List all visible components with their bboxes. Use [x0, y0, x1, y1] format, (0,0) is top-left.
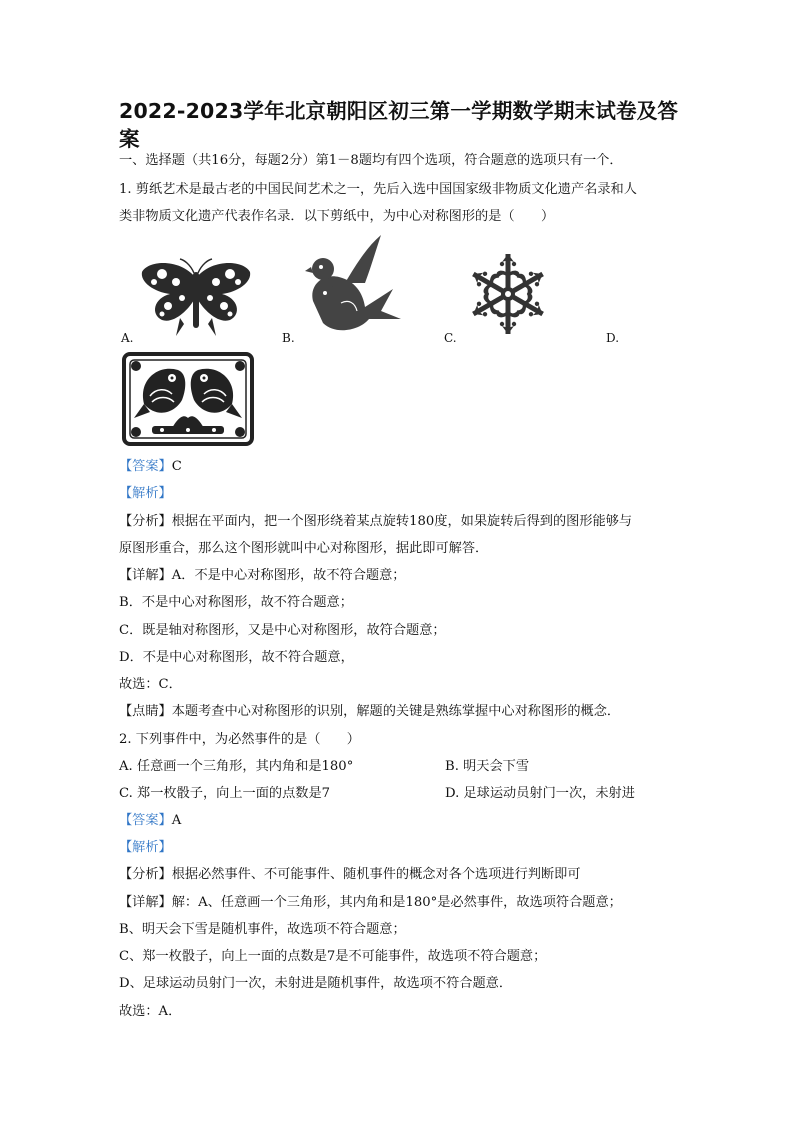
- q1-fenxi: [119, 513, 632, 531]
- q2-fenxi: [119, 866, 581, 884]
- q2-option-c: C. 郑一枚骰子，向上一面的点数是7: [119, 786, 331, 801]
- q1-option-b: B.: [282, 331, 295, 345]
- xiangjie-tag: 【详解】: [119, 895, 172, 910]
- q1-option-d: D.: [606, 331, 620, 345]
- q2-option-a: A. 任意画一个三角形，其内角和是180°: [119, 759, 354, 774]
- dianjing-tag: 【点睛】: [119, 704, 172, 719]
- q1-analysis-tag: [119, 485, 172, 503]
- q1-xiangjie-b: B．不是中心对称图形，故不符合题意；: [119, 595, 353, 610]
- q2-choose: 故选：A．: [119, 1004, 182, 1019]
- section-header: 一、选择题（共16分，每题2分）第1－8题均有四个选项，符合题意的选项只有一个．: [119, 153, 623, 168]
- answer-tag: 【答案】: [119, 459, 172, 474]
- q2-answer: [119, 812, 181, 830]
- dianjing-text: 本题考查中心对称图形的识别，解题的关键是熟练掌握中心对称图形的概念．: [171, 704, 621, 719]
- butterfly-papercut-image: [140, 258, 252, 338]
- xiangjie-a: 解：A、任意画一个三角形，其内角和是180°是必然事件，故选项符合题意；: [171, 895, 622, 910]
- q2-xiangjie-c: C、郑一枚骰子，向上一面的点数是7是不可能事件，故选项不符合题意；: [119, 949, 547, 964]
- answer-tag: 【答案】: [119, 813, 172, 828]
- q2-xiangjie-b: B、明天会下雪是随机事件，故选项不符合题意；: [119, 922, 406, 937]
- fenxi-tag: 【分析】: [119, 514, 172, 529]
- q1-stem-line2: 类非物质文化遗产代表作名录．以下剪纸中，为中心对称图形的是（ ）: [119, 209, 555, 224]
- answer-value: C: [171, 459, 182, 474]
- q1-choose: 故选：C．: [119, 677, 182, 692]
- q2-option-d: D. 足球运动员射门一次，未射进: [445, 786, 635, 801]
- q2-option-b: B. 明天会下雪: [445, 759, 530, 774]
- q1-dianjing: [119, 703, 620, 721]
- q1-fenxi-line2: 原图形重合，那么这个图形就叫中心对称图形，据此即可解答．: [119, 541, 489, 556]
- q1-answer: [119, 458, 182, 476]
- bird-papercut-image: [305, 233, 405, 337]
- analysis-tag: 【解析】: [119, 840, 172, 855]
- xiangjie-tag: 【详解】: [119, 568, 172, 583]
- page-title: 2022-2023学年北京朝阳区初三第一学期数学期末试卷及答案: [119, 99, 679, 151]
- q1-option-a: A.: [121, 331, 134, 345]
- q2-stem: 2. 下列事件中，为必然事件的是（ ）: [119, 732, 360, 747]
- q1-xiangjie: [119, 567, 405, 585]
- q1-stem-line1: 1. 剪纸艺术是最古老的中国民间艺术之一，先后入选中国国家级非物质文化遗产名录和人: [119, 182, 637, 197]
- xiangjie-a: A．不是中心对称图形，故不符合题意；: [171, 568, 406, 583]
- q2-analysis-tag: [119, 839, 172, 857]
- q1-xiangjie-d: D．不是中心对称图形，故不符合题意，: [119, 650, 354, 665]
- fenxi-text: 根据在平面内，把一个图形绕着某点旋转180度，如果旋转后得到的图形能够与: [171, 514, 633, 529]
- q2-xiangjie: [119, 894, 622, 912]
- q1-xiangjie-c: C．既是轴对称图形，又是中心对称图形，故符合题意；: [119, 623, 446, 638]
- answer-value: A: [171, 813, 182, 828]
- fish-papercut-image: [122, 352, 254, 446]
- q1-option-c: C.: [444, 331, 457, 345]
- fenxi-tag: 【分析】: [119, 867, 172, 882]
- analysis-tag: 【解析】: [119, 486, 172, 501]
- snowflake-papercut-image: [466, 252, 550, 336]
- fenxi-text: 根据必然事件、不可能事件、随机事件的概念对各个选项进行判断即可: [171, 867, 581, 882]
- q2-xiangjie-d: D、足球运动员射门一次，未射进是随机事件，故选项不符合题意．: [119, 976, 513, 991]
